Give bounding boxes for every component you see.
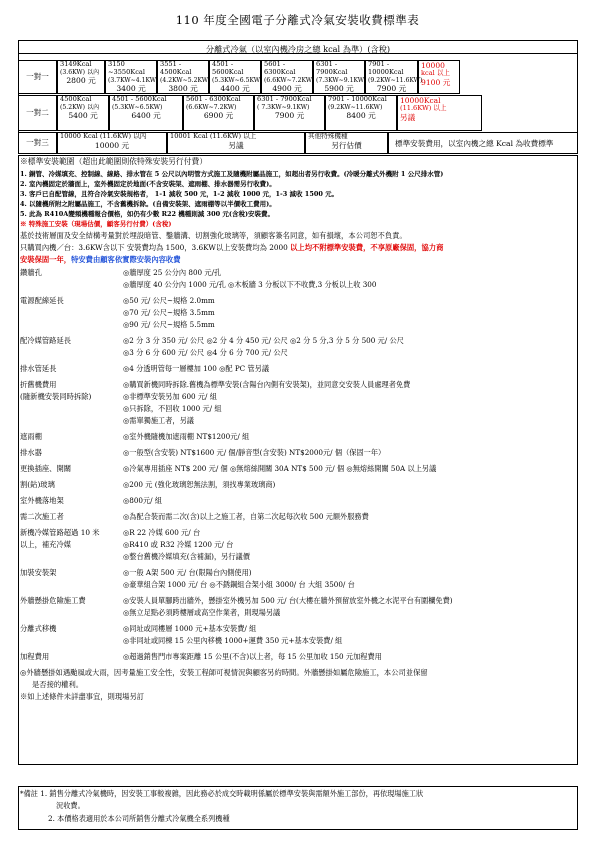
r3-price: 另行估價 (331, 140, 362, 150)
item-detail: ◎無立足點必須跨樓層或高空作業者，則現場另議 (123, 608, 281, 617)
r1-kcal: 7901 - 10000Kcal (368, 60, 404, 76)
notice-weather-2: 是否接的權利。 (32, 680, 84, 689)
r2-price: 5400 元 (68, 111, 98, 121)
item-name: 電源配線延長 (20, 296, 64, 305)
r2-price-cell (57, 95, 109, 131)
special-title: ※ 特殊施工安裝（現場估價，顧客另行付費）(含稅) (20, 220, 172, 228)
item-detail: ◎50 元/ 公尺~規格 2.0mm (123, 296, 215, 305)
r1-price-cell (157, 60, 209, 94)
item-detail: ◎同址或同樓層 1000 元+基本安裝費/ 組 (123, 624, 257, 633)
item-detail: ◎整台舊機冷媒填充(含補漏)，另行議價 (123, 552, 250, 561)
item-detail: ◎200 元 (強化玻璃恕無法割，須找專業玻璃商) (123, 480, 276, 489)
item-name: 分離式移機 (20, 624, 57, 633)
item-detail: ◎非標準安裝另加 600 元/ 組 (123, 392, 217, 401)
r3-kcal: 其他特殊機種 (308, 132, 348, 140)
warranty-note (20, 256, 181, 264)
r2-kcal: 6301 - 7900Kcal (257, 95, 312, 103)
r1-kcal: 5601 - 6300Kcal (264, 60, 296, 76)
r2-kw: ( 7.3KW~9.1KW) (257, 103, 310, 111)
item-detail: ◎70 元/ 公尺~規格 3.5mm (123, 308, 215, 317)
r3-label: 一對三 (18, 132, 57, 154)
item-detail: ◎牆厚度 25 公分內 800 元/孔 (123, 268, 222, 277)
r1-kw: (6.6KW~7.2KW) (264, 76, 315, 84)
r1-price: 5900 元 (324, 84, 354, 94)
r1-price: 2800 元 (66, 76, 96, 86)
item-detail: ◎安裝人員單腳跨出牆外，懸掛室外機另加 500 元/ 台(大樓在牆外預留放室外機之水泥平台有圍欄免費) (123, 596, 453, 605)
item-name: 室外機落地架 (20, 496, 64, 505)
r1-kw: (7.3KW~9.1KW) (316, 76, 367, 84)
r1-price-cell (365, 60, 423, 94)
safety-note: 基於技術層面及安全結構考量對於埋設暗管、鑿牆溝、切割強化玻璃等，須顧客簽名同意，如有損壞，本公司恕不負責。 (20, 231, 407, 240)
warranty-red: 安裝保固一年， (20, 255, 72, 264)
r1-kw: (4.2KW~5.2KW) (160, 76, 211, 84)
notice-other: ※如上述條件未詳盡事宜，則現場另訂 (20, 692, 145, 701)
r1-price-cell (418, 60, 460, 94)
item-detail: ◎4 分透明管每一層樓加 100 ◎配 PC 管另議 (123, 364, 270, 373)
r2-kw: (5.2KW) 以內 (60, 103, 100, 111)
scope-line: 2. 室內機固定於牆面上，室外機固定於地面(不含安裝架、遮雨棚、排水器需另行收費)。 (20, 180, 276, 188)
indoor-only-note (20, 244, 443, 252)
item-name-sub: 以上，補充冷媒 (20, 540, 72, 549)
r2-kw: (9.2KW~11.6KW) (328, 103, 383, 111)
item-detail: ◎豪華組合架 1000 元/ 台 ◎不銹鋼組合架小組 3000/ 台 大組 3500/ 台 (123, 580, 355, 589)
indoor-only-warning: 以上均不附標準安裝費，不享原廠保固，協力商 (290, 243, 444, 252)
item-detail: ◎3 分 6 分 600 元/ 公尺 ◎4 分 6 分 700 元/ 公尺 (123, 348, 288, 357)
item-detail: ◎R 22 冷媒 600 元/ 台 (123, 528, 201, 537)
r2-price: 7900 元 (274, 111, 305, 121)
r1-price: 4900 元 (272, 84, 302, 94)
item-name: 割(鉆)玻璃 (20, 480, 55, 489)
r1-price: 7900 元 (376, 84, 407, 94)
r1-kcal: 10000 (421, 61, 445, 70)
r2-price: 6900 元 (203, 111, 234, 121)
item-name: 外牆懸掛危險施工費 (20, 596, 86, 605)
r1-price-cell (313, 60, 365, 94)
remarks-box (18, 786, 578, 830)
r2-kcal: 4500Kcal (60, 95, 92, 103)
item-name: 配冷媒管路延長 (20, 336, 72, 345)
indoor-only-text: 只購買內機／台：3.6KW含以下 安裝費均為 1500，3.6KW以上安裝費均為 2000 (20, 243, 291, 252)
remark-1: *備註 1. 銷售分離式冷氣機時，因安裝工事較複雜，因此務必於成交時載明係屬於標準安裝與需額外施工部份，再依現場施工狀 (20, 789, 424, 798)
item-name: 遮雨棚 (20, 432, 42, 441)
remark-1b: 況收費。 (56, 801, 85, 810)
r2-label: 一對二 (18, 95, 57, 131)
r1-price-cell (209, 60, 261, 94)
r2-price-cell (183, 95, 254, 131)
r1-kcal: 6301 - 7900Kcal (316, 60, 348, 76)
item-detail: ◎需單獨施工者，另議 (123, 416, 194, 425)
item-name: 更換插座、開關 (20, 464, 72, 473)
item-detail: ◎一般 A架 500 元/ 台(限陽台內側使用) (123, 568, 252, 577)
item-name: 折舊機費用 (20, 380, 57, 389)
item-detail: ◎只拆除，不回收 1000 元/ 組 (123, 404, 222, 413)
item-detail: ◎購買新機同時拆除.舊機為標準安裝(含陽台內側有安裝架)，並同意交安裝人員處理者免費 (123, 380, 411, 389)
r1-kw: (3.6KW) 以內 (60, 68, 100, 76)
r1-price: 3800 元 (168, 84, 198, 94)
r3-price-cell (57, 132, 167, 154)
r2-price-cell (325, 95, 397, 131)
r1-kw: (9.2KW~11.6KW) (368, 76, 423, 84)
item-name: 加裝安裝架 (20, 568, 57, 577)
scope-title: ※標準安裝範圍（超出此範圍則依特殊安裝另行付費） (20, 157, 208, 166)
item-detail: ◎2 分 3 分 350 元/ 公尺 ◎2 分 4 分 450 元/ 公尺 ◎2 分 5 分,3 分 5 分 500 元/ 公尺 (123, 336, 404, 345)
item-name: 排水器 (20, 448, 42, 457)
item-detail: ◎牆厚度 40 公分內 1000 元/孔 ◎木板牆 3 分板以下不收費,3 分板以上收 300 (123, 280, 377, 289)
item-detail: ◎90 元/ 公尺~規格 5.5mm (123, 320, 215, 329)
r3-price-cell (167, 132, 305, 154)
item-detail: ◎一般型(含安裝) NT$1600 元/ 個/靜音型(含安裝) NT$2000元/ 個（保固一年） (123, 448, 386, 457)
notice-weather: ◎外牆懸掛如遇颱風或大雨，因考量施工安全性，安裝工程師可視情況與顧客另約時間。外牆懸掛如屬危險施工，本公司並保留 (20, 668, 428, 677)
r2-kcal: 4501 - 5600Kcal (112, 95, 167, 103)
item-detail: ◎為配合裝而需二次(含)以上之施工者，自第二次起每次收 500 元額外服務費 (123, 512, 369, 521)
r1-kcal: 3149Kcal (60, 60, 92, 68)
item-detail: ◎冷氣專用插座 NT$ 200 元/ 個 ◎無熔絲開關 30A NT$ 500 元/ 個 ◎無熔絲開關 50A 以上另議 (123, 464, 437, 473)
r3-note: 標準安裝費用，以室內機之總 Kcal 為收費標準 (388, 132, 578, 154)
r2-kcal: 5601 - 6300Kcal (186, 95, 241, 103)
page-title: 110 年度全國電子分離式冷氣安裝收費標準表 (175, 13, 420, 27)
r2-price-cell (254, 95, 325, 131)
r2-kcal: 10000Kcal (400, 96, 441, 105)
item-name-sub: (隨新機安裝同時拆除) (20, 392, 92, 401)
item-detail: ◎室外機隨機加遮雨棚 NT$1200元/ 組 (123, 432, 250, 441)
r2-kw: (6.6KW~7.2KW) (186, 103, 237, 111)
scope-line: 5. 此為 R410A變頻機種報合價格，如仍有少數 R22 機種則減 300 元(含稅)安裝費。 (20, 210, 275, 218)
remark-2: 2. 本價格表適用於本公司所銷售分離式冷氣機全系列機種 (48, 814, 230, 823)
item-name: 加程費用 (20, 652, 50, 661)
r1-price-cell (57, 60, 105, 94)
item-name: 排水管延長 (20, 364, 57, 373)
r3-price-cell (305, 132, 388, 154)
r3-price: 另議 (228, 140, 244, 150)
item-name: 新機冷媒管路超過 10 米 (20, 528, 100, 537)
r1-price: 9100 元 (421, 77, 451, 87)
r2-kw: (11.6KW) 以上 (400, 104, 447, 112)
r1-price-cell (105, 60, 157, 94)
r2-price: 8400 元 (346, 111, 376, 121)
r2-price-cell (397, 95, 482, 131)
r1-label: 一對一 (18, 60, 57, 94)
r1-kw: kcal 以上 (421, 69, 451, 77)
r1-kw: (3.7KW~4.1KW) (108, 76, 159, 84)
r2-price: 另議 (400, 112, 416, 122)
r2-kcal: 7901 - 10000Kcal (328, 95, 387, 103)
item-detail: ◎800元/ 組 (123, 496, 163, 505)
scope-line: 4. 以隨機所附之附屬品施工，不含舊機拆除。(自備安裝架、遮雨棚等以半價收工費用)。 (20, 200, 276, 208)
item-detail: ◎超過銷售門市專案距離 15 公里(不含)以上者，每 15 公里加收 150 元加程費用 (123, 652, 382, 661)
r2-price-cell (109, 95, 183, 131)
warranty-blue: 特安費由顧客依實際安裝內容收費 (71, 255, 181, 264)
r2-price: 6400 元 (131, 111, 161, 121)
divider (18, 53, 578, 54)
r1-price: 3400 元 (116, 84, 146, 94)
item-name: 鑽牆孔 (20, 268, 42, 277)
r2-kw: (5.3KW~6.5KW) (112, 103, 163, 111)
r1-kcal: 4501 - 5600Kcal (212, 60, 244, 76)
item-detail: ◎非同址或同棟 15 公里內移機 1000+運費 350 元+基本安裝費/ 組 (123, 636, 343, 645)
r1-price-cell (261, 60, 313, 94)
r3-price: 10000 元 (94, 140, 130, 150)
r1-price: 4400 元 (220, 84, 250, 94)
r1-kcal: 3150 ~3550Kcal (108, 60, 145, 76)
table-header: 分離式冷氣（以室內機冷房之總 kcal 為準）(含稅) (205, 44, 391, 54)
scope-line: 1. 銅管、冷媒填充、控制線、線路、排水管在 5 公尺以內明管方式施工及隨機附屬品施工，如超出者另行收費。(冷暖分離式外機附 1 公尺排水管) (20, 170, 444, 178)
r1-kw: (5.3KW~6.5KW) (212, 76, 263, 84)
r3-kcal: 10000 Kcal (11.6KW) 以內 (60, 132, 147, 140)
r1-kcal: 3551 - 4500Kcal (160, 60, 192, 76)
r3-kcal: 10001 Kcal (11.6KW) 以上 (170, 132, 257, 140)
item-detail: ◎R410 或 R32 冷媒 1200 元/ 台 (123, 540, 234, 549)
scope-line: 3. 客戶已自配管線，且符合冷氣安裝規格者， 1-1 減收 500 元，1-2 減收 1000 元，1-3 減收 1500 元。 (20, 190, 339, 198)
item-name: 需二次施工者 (20, 512, 64, 521)
